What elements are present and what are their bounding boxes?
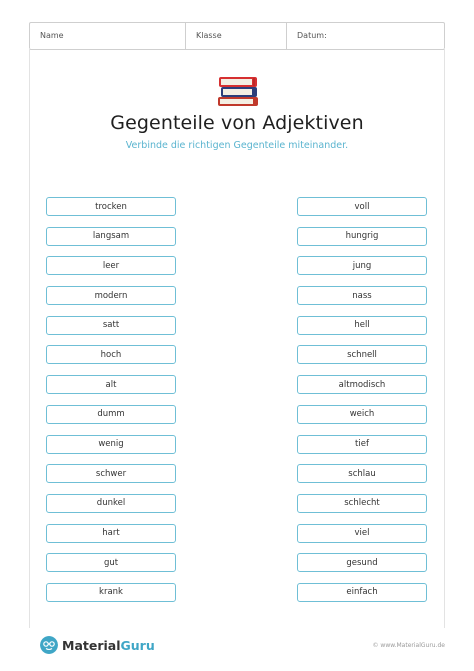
word-box: schwer bbox=[46, 464, 176, 483]
word-box: hoch bbox=[46, 345, 176, 364]
word-box: schnell bbox=[297, 345, 427, 364]
word-box: wenig bbox=[46, 435, 176, 454]
word-box: trocken bbox=[46, 197, 176, 216]
copyright-text: © www.MaterialGuru.de bbox=[372, 642, 445, 649]
right-word-column bbox=[297, 197, 427, 613]
logo-guru: Guru bbox=[120, 637, 155, 653]
date-field bbox=[287, 23, 444, 49]
word-box: jung bbox=[297, 256, 427, 275]
word-box: alt bbox=[46, 375, 176, 394]
word-box: weich bbox=[297, 405, 427, 424]
word-box: viel bbox=[297, 524, 427, 543]
page-subtitle: Verbinde die richtigen Gegenteile miteinander. bbox=[125, 140, 349, 151]
logo-wordmark bbox=[62, 638, 155, 653]
class-label: Klasse bbox=[196, 31, 222, 40]
word-box: satt bbox=[46, 316, 176, 335]
word-box: dumm bbox=[46, 405, 176, 424]
word-box: dunkel bbox=[46, 494, 176, 513]
word-box: hungrig bbox=[297, 227, 427, 246]
word-box: hell bbox=[297, 316, 427, 335]
word-box: schlau bbox=[297, 464, 427, 483]
word-box: nass bbox=[297, 286, 427, 305]
header-box bbox=[29, 22, 445, 50]
word-box: altmodisch bbox=[297, 375, 427, 394]
word-box: gut bbox=[46, 553, 176, 572]
name-field bbox=[30, 23, 186, 49]
word-box: langsam bbox=[46, 227, 176, 246]
left-word-column bbox=[46, 197, 176, 613]
word-box: krank bbox=[46, 583, 176, 602]
word-box: leer bbox=[46, 256, 176, 275]
class-field bbox=[186, 23, 287, 49]
word-box: hart bbox=[46, 524, 176, 543]
word-box: gesund bbox=[297, 553, 427, 572]
word-box: einfach bbox=[297, 583, 427, 602]
date-label: Datum: bbox=[297, 31, 327, 40]
word-box: schlecht bbox=[297, 494, 427, 513]
materialguru-logo bbox=[40, 636, 155, 654]
name-label: Name bbox=[40, 31, 64, 40]
guru-face-icon bbox=[40, 636, 58, 654]
books-icon bbox=[216, 72, 260, 108]
word-box: modern bbox=[46, 286, 176, 305]
page-title: Gegenteile von Adjektiven bbox=[110, 112, 364, 134]
word-box: voll bbox=[297, 197, 427, 216]
logo-material: Material bbox=[62, 637, 121, 653]
word-box: tief bbox=[297, 435, 427, 454]
